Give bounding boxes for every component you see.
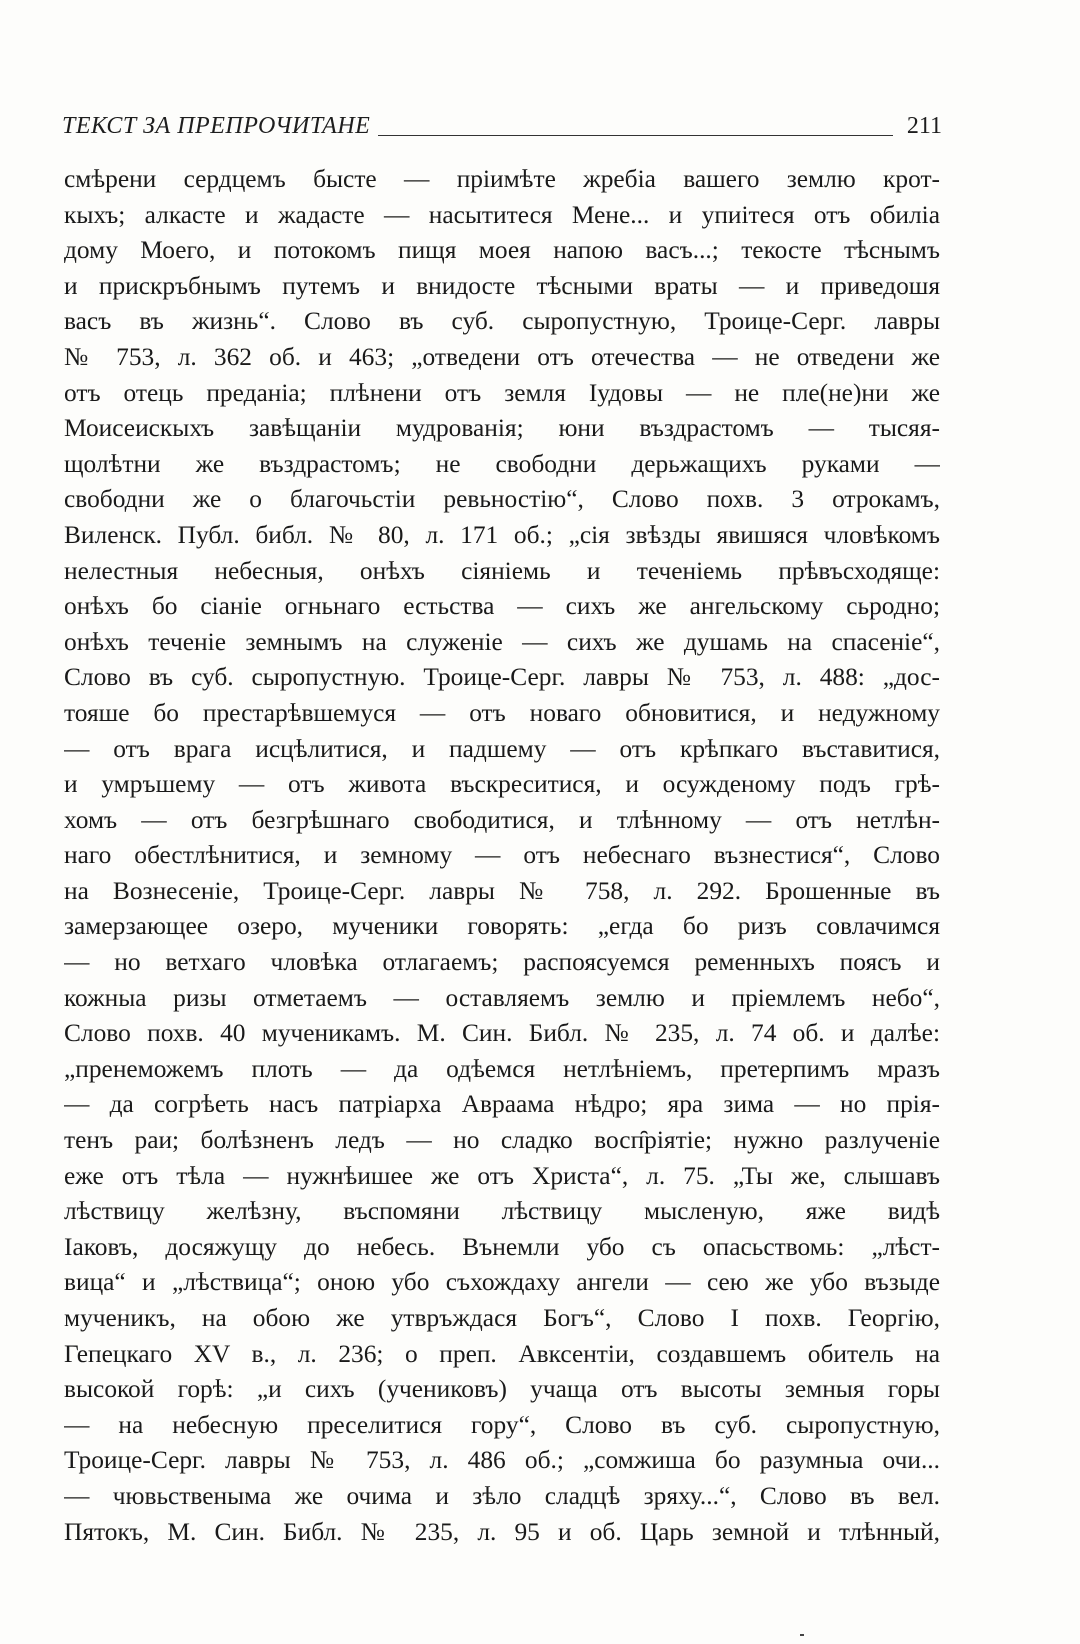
text-line: Слово въ суб. сыропустную. Троице-Серг. лавры № 753, л. 488: „дос- — [64, 663, 940, 692]
text-line: смѣрени сердцемъ бысте — пріимѣте жребіа вашего землю крот- — [64, 165, 940, 193]
text-line: тояше бо престарѣвшемуся — отъ новаго обновитися, и недужному — [64, 698, 940, 727]
text-line: тенъ раи; болѣзненъ ледъ — но сладко восп̑ріятіе; нужно разлученіе — [64, 1126, 940, 1155]
text-line: на Вознесеніе, Троице-Серг. лавры № 758, л. 292. Брошенные въ — [64, 876, 940, 905]
text-line: Виленск. Публ. библ. № 80, л. 171 об.; „сія звѣзды явишяся чловѣкомъ — [64, 520, 940, 549]
text-line: мученикъ, на обою же утвръждася Богъ“, Слово І похв. Георгію, — [64, 1304, 940, 1332]
text-line: свободни же о благочьстіи ревьностію“, Слово похв. 3 отрокамъ, — [64, 485, 940, 514]
text-line: кожныа ризы отметаемъ — оставляемъ землю и пріемлемъ небо“, — [64, 983, 940, 1012]
text-line: — на небесную преселитися гору“, Слово въ суб. сыропустную, — [64, 1410, 940, 1439]
page-number: 211 — [906, 113, 942, 139]
text-line: высокой горѣ: „и сихъ (учениковъ) учаща отъ высоты земныя горы — [64, 1375, 940, 1404]
text-line: отъ отець преданіа; плѣнени отъ земля Іудовы — не пле(не)ни же — [64, 378, 940, 407]
text-line: замерзающее озеро, мученики говорять: „егда бо ризъ совлачимся — [64, 912, 940, 941]
text-line: Моисеискыхъ завѣщаніи мудрованія; юни въздрастомъ — тысяя- — [64, 414, 940, 443]
body-text — [64, 162, 940, 1550]
text-line: — да согрѣеть насъ патріарха Авраама нѣдро; яра зима — но прія- — [64, 1090, 940, 1119]
text-line: Пятокъ, М. Син. Библ. № 235, л. 95 и об. Царь земной и тлѣнный, — [64, 1517, 940, 1546]
text-line: и умръшему — отъ живота въскреситися, и осужденому подъ грѣ- — [64, 770, 940, 799]
text-line: нелестныя небесныя, онѣхъ сіяніемь и теченіемь прѣвъсходяще: — [64, 556, 940, 585]
text-line: — чювьственыма же очима и зѣло сладцѣ зряху...“, Слово въ вел. — [64, 1481, 940, 1510]
text-line: — но ветхаго чловѣка отлагаемъ; распоясуемся ременныхъ поясъ и — [64, 948, 940, 977]
text-line: хомъ — отъ безгрѣшнаго свободитися, и тлѣнному — отъ нетлѣн- — [64, 805, 940, 834]
text-line: еже отъ тѣла — нужнѣишее же отъ Христа“, л. 75. „Ты же, слышавъ — [64, 1161, 940, 1190]
running-title: ТЕКСТ ЗА ПРЕПРОЧИТАНЕ — [62, 113, 371, 139]
text-line: — отъ врага исцѣлитися, и падшему — отъ крѣпкаго въставитися, — [64, 734, 940, 763]
text-line: Іаковъ, досяжущу до небесь. Вънемли убо съ опасьствомь: „лѣст- — [64, 1232, 940, 1261]
text-line: Троице-Серг. лавры № 753, л. 486 об.; „сомжиша бо разумныа очи... — [64, 1446, 940, 1475]
footer-mark — [800, 1634, 804, 1636]
text-line: дому Моего, и потокомъ пищя моея напою васъ...; текосте тѣснымъ — [64, 236, 940, 265]
text-line: вица“ и „лѣствица“; оною убо съхождаху ангели — сею же убо възыде — [64, 1268, 940, 1297]
text-line: кыхъ; алкасте и жадасте — насытитеся Мене... и упиітеся отъ обиліа — [64, 200, 940, 229]
text-line: Слово похв. 40 мученикамъ. М. Син. Библ. № 235, л. 74 об. и далѣе: — [64, 1019, 940, 1048]
text-line: наго обестлѣнитися, и земному — отъ небеснаго възнестися“, Слово — [64, 841, 940, 870]
text-line: и прискръбнымъ путемъ и внидосте тѣсными враты — и приведошя — [64, 271, 940, 300]
text-line: щолѣтни же въздрастомъ; не свободни дерьжащихъ руками — — [64, 449, 940, 478]
running-header — [62, 98, 1002, 138]
text-line: лѣствицу желѣзну, въспомяни лѣствицу мысленую, яже видѣ — [64, 1197, 940, 1226]
text-line: онѣхъ теченіе земнымъ на служеніе — сихъ же душамь на спасеніе“, — [64, 627, 940, 656]
text-line: № 753, л. 362 об. и 463; „отведени отъ отечества — не отведени же — [64, 342, 940, 371]
text-line: васъ въ жизнь“. Слово въ суб. сыропустную, Троице-Серг. лавры — [64, 307, 940, 336]
text-line: „пренеможемъ плоть — да одѣемся нетлѣніемъ, претерпимъ мразъ — [64, 1054, 940, 1083]
text-line: онѣхъ бо сіаніе огньнаго естьства — сихъ же ангельскому сьродно; — [64, 592, 940, 621]
text-line: Гепецкаго XV в., л. 236; о преп. Авксентіи, создавшемъ обитель на — [64, 1339, 940, 1368]
header-rule — [378, 135, 893, 137]
